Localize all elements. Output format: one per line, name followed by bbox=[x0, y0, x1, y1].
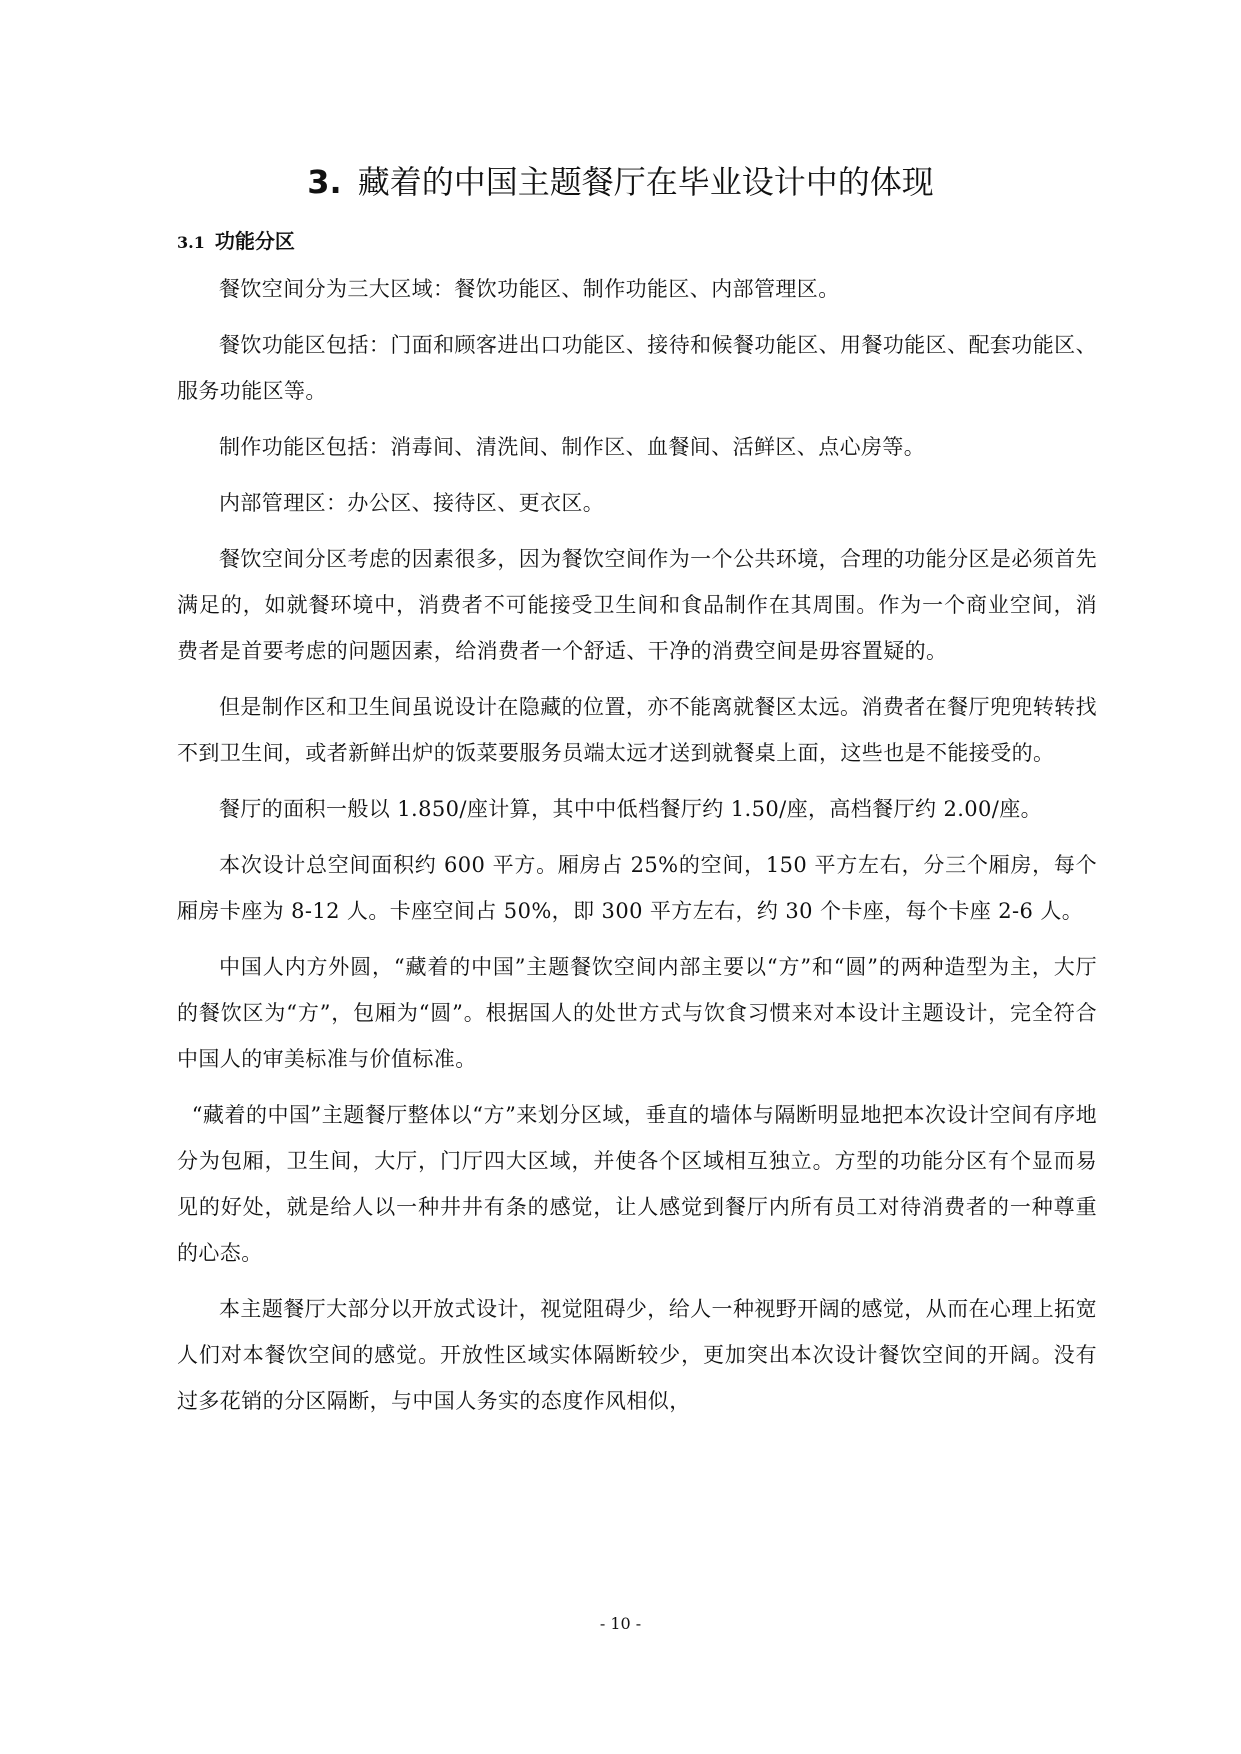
section-number: 3.1 bbox=[177, 233, 205, 252]
body-text bbox=[177, 266, 1097, 1434]
paragraph: 餐饮功能区包括：门面和顾客进出口功能区、接待和候餐功能区、用餐功能区、配套功能区、服务功能区等。 bbox=[177, 333, 1097, 403]
paragraph: “藏着的中国”主题餐厅整体以“方”来划分区域，垂直的墙体与隔断明显地把本次设计空间有序地分为包厢，卫生间，大厅，门厅四大区域，并使各个区域相互独立。方型的功能分区有个显而易见的好处，就是给人以一种井井有条的感觉，让人感觉到餐厅内所有员工对待消费者的一种尊重的心态。 bbox=[177, 1103, 1097, 1265]
paragraph: 餐厅的面积一般以 1.850/座计算，其中中低档餐厅约 1.50/座，高档餐厅约 2.00/座。 bbox=[219, 797, 1043, 821]
chapter-title-text: 藏着的中国主题餐厅在毕业设计中的体现 bbox=[357, 163, 934, 201]
paragraph: 餐饮空间分为三大区域：餐饮功能区、制作功能区、内部管理区。 bbox=[219, 277, 840, 301]
paragraph: 本主题餐厅大部分以开放式设计，视觉阻碍少，给人一种视野开阔的感觉，从而在心理上拓宽人们对本餐饮空间的感觉。开放性区域实体隔断较少，更加突出本次设计餐饮空间的开阔。没有过多花销的分区隔断，与中国人务实的态度作风相似， bbox=[177, 1297, 1097, 1413]
paragraph: 制作功能区包括：消毒间、清洗间、制作区、血餐间、活鲜区、点心房等。 bbox=[219, 435, 926, 459]
section-heading bbox=[177, 222, 295, 261]
paragraph: 中国人内方外圆，“藏着的中国”主题餐饮空间内部主要以“方”和“圆”的两种造型为主，大厅的餐饮区为“方”，包厢为“圆”。根据国人的处世方式与饮食习惯来对本设计主题设计，完全符合中国人的审美标准与价值标准。 bbox=[177, 955, 1097, 1071]
paragraph: 本次设计总空间面积约 600 平方。厢房占 25%的空间，150 平方左右，分三个厢房，每个厢房卡座为 8-12 人。卡座空间占 50%，即 300 平方左右，约 30 个卡座，每个卡座 2-6 人。 bbox=[177, 853, 1097, 923]
chapter-title bbox=[0, 160, 1241, 204]
paragraph: 内部管理区：办公区、接待区、更衣区。 bbox=[219, 491, 605, 515]
paragraph: 餐饮空间分区考虑的因素很多，因为餐饮空间作为一个公共环境，合理的功能分区是必须首先满足的，如就餐环境中，消费者不可能接受卫生间和食品制作在其周围。作为一个商业空间，消费者是首要考虑的问题因素，给消费者一个舒适、干净的消费空间是毋容置疑的。 bbox=[177, 547, 1097, 663]
page-number: - 10 - bbox=[599, 1614, 642, 1633]
paragraph: 但是制作区和卫生间虽说设计在隐藏的位置，亦不能离就餐区太远。消费者在餐厅兜兜转转找不到卫生间，或者新鲜出炉的饭菜要服务员端太远才送到就餐桌上面，这些也是不能接受的。 bbox=[177, 695, 1097, 765]
section-title: 功能分区 bbox=[214, 229, 295, 253]
chapter-number: 3. bbox=[307, 163, 342, 201]
